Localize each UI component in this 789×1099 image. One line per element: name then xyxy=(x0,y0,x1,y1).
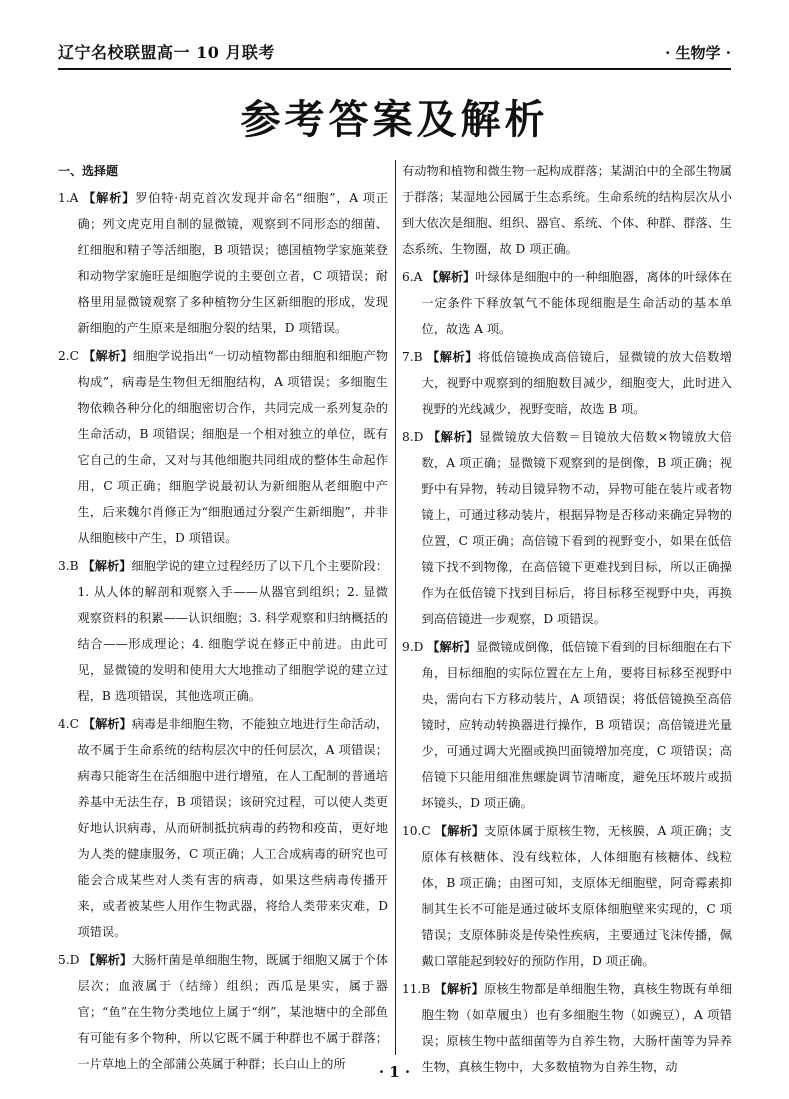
analysis-text: 细胞学说的建立过程经历了以下几个主要阶段：1. 从人体的解剖和观察入手——从器官到组织；2. 显微观察资料的积累——认识细胞；3. 科学观察和归纳概括的结合——形成理论；4. 细胞学说在修正中前进。由此可见，显微镜的发明和使用大大地推动了细胞学说的建立过程，B 选项错误，其他选项正确。 xyxy=(77,559,389,703)
answer-letter: D xyxy=(413,430,424,444)
answer-letter: A xyxy=(69,191,79,205)
answer-item xyxy=(402,344,732,422)
header-subject: · 生物学 · xyxy=(665,44,731,62)
answer-item xyxy=(58,553,388,709)
column-divider xyxy=(395,160,396,1055)
right-column xyxy=(402,158,732,1082)
answer-letter: C xyxy=(69,717,79,731)
answer-letter: B xyxy=(421,982,431,996)
analysis-text: 细胞学说指出“一切动植物都由细胞和细胞产物构成”，病毒是生物但无细胞结构，A 项错误；多细胞生物依赖各种分化的细胞密切合作，共同完成一系列复杂的生命活动，B 项错误；细胞是一个相对独立的单位，既有它自己的生命，又对与其他细胞共同组成的整体生命起作用，C 项正确；细胞学说最初认为新细胞从老细胞中产生，后来魏尔肖修正为“细胞通过分裂产生新细胞”，并非从细胞核中产生，D 项错误。 xyxy=(77,349,389,545)
answer-item xyxy=(402,424,732,632)
analysis-text: 原核生物都是单细胞生物，真核生物既有单细胞生物（如草履虫）也有多细胞生物（如豌豆），A 项错误；原核生物中蓝细菌等为自养生物，大肠杆菌等为异养生物，真核生物中，大多数植物为自养生物，动 xyxy=(421,982,733,1074)
analysis-tag: 【解析】 xyxy=(82,559,132,573)
analysis-text: 大肠杆菌是单细胞生物，既属于细胞又属于个体层次；血液属于（结缔）组织；西瓜是果实，属于器官；“鱼”在生物分类地位上属于“纲”，某池塘中的全部鱼有可能有多个物种，所以它既不属于种群也不属于群落；一片草地上的全部蒲公英属于种群；长白山上的所 xyxy=(77,953,389,1071)
analysis-text: 支原体属于原核生物，无核膜，A 项正确；支原体有核糖体、没有线粒体，人体细胞有核糖体、线粒体，B 项正确；由图可知，支原体无细胞壁，阿奇霉素抑制其生长不可能是通过破坏支原体细胞壁来实现的，C 项错误；支原体肺炎是传染性疾病，主要通过飞沫传播，佩戴口罩能起到较好的预防作用，D 项正确。 xyxy=(421,824,732,968)
page-header xyxy=(58,38,731,70)
question-number: 11. xyxy=(402,982,422,996)
analysis-tag: 【解析】 xyxy=(83,953,133,967)
answer-item xyxy=(58,947,388,1077)
analysis-tag: 【解析】 xyxy=(427,640,477,654)
left-column xyxy=(58,158,388,1079)
page-number: · 1 · xyxy=(378,1063,411,1081)
analysis-tag: 【解析】 xyxy=(434,824,485,838)
question-number: 8. xyxy=(402,430,414,444)
question-number: 5. xyxy=(58,953,70,967)
analysis-text: 病毒是非细胞生物，不能独立地进行生命活动，故不属于生命系统的结构层次中的任何层次，A 项错误；病毒只能寄生在活细胞中进行增殖，在人工配制的普通培养基中无法生存，B 项错误；该研究过程，可以使人类更好地认识病毒，从而研制抵抗病毒的药物和疫苗，更好地为人类的健康服务，C 项正确；人工合成病毒的研究也可能会合成某些对人类有害的病毒，如果这些病毒传播开来，或者被某些人用作生物武器，将给人类带来灾难，D 项错误。 xyxy=(77,717,389,939)
analysis-tag: 【解析】 xyxy=(427,350,478,364)
answer-letter: D xyxy=(69,953,80,967)
analysis-tag: 【解析】 xyxy=(83,191,136,205)
analysis-tag: 【解析】 xyxy=(434,982,485,996)
answer-letter: C xyxy=(421,824,431,838)
answer-letter: A xyxy=(413,270,423,284)
analysis-tag: 【解析】 xyxy=(83,349,133,363)
answer-item xyxy=(58,185,388,341)
page-title: 参考答案及解析 xyxy=(240,97,549,143)
question-number: 10. xyxy=(402,824,422,838)
answer-letter: B xyxy=(69,559,79,573)
question-number: 9. xyxy=(402,640,414,654)
header-exam-name: 辽宁名校联盟高一 10 月联考 xyxy=(58,43,275,62)
answer-item xyxy=(402,158,732,262)
analysis-text: 罗伯特·胡克首次发现并命名“细胞”，A 项正确；列文虎克用自制的显微镜，观察到不同形态的细菌、红细胞和精子等活细胞，B 项错误；德国植物学家施莱登和动物学家施旺是细胞学说的主要创立者，C 项错误；耐格里用显微镜观察了多种植物分生区新细胞的形成，发现新细胞的产生原来是细胞分裂的结果，D 项错误。 xyxy=(77,191,389,335)
analysis-text: 将低倍镜换成高倍镜后，显微镜的放大倍数增大，视野中观察到的细胞数目减少，细胞变大，此时进入视野的光线减少，视野变暗，故选 B 项。 xyxy=(421,350,733,416)
analysis-text: 叶绿体是细胞中的一种细胞器，离体的叶绿体在一定条件下释放氧气不能体现细胞是生命活动的基本单位，故选 A 项。 xyxy=(421,270,733,336)
question-number: 4. xyxy=(58,717,70,731)
question-number: 1. xyxy=(58,191,70,205)
answer-item xyxy=(402,634,732,816)
section-heading: 一、选择题 xyxy=(58,164,119,178)
question-number: 3. xyxy=(58,559,70,573)
analysis-text: 显微镜放大倍数＝目镜放大倍数×物镜放大倍数，A 项正确；显微镜下观察到的是倒像，B 项正确；视野中有异物，转动目镜异物不动，异物可能在装片或者物镜上，可通过移动装片，根据异物是否移动来确定异物的位置，C 项正确；高倍镜下看到的视野变小，如果在低倍镜下找不到物像，在高倍镜下更难找到目标，所以正确操作为在低倍镜下找到目标后，将目标移至视野中央，再换到高倍镜进一步观察，D 项错误。 xyxy=(421,430,733,626)
question-number: 6. xyxy=(402,270,414,284)
question-number: 2. xyxy=(58,349,70,363)
analysis-tag: 【解析】 xyxy=(426,270,476,284)
answer-letter: D xyxy=(413,640,424,654)
answer-letter: B xyxy=(413,350,423,364)
analysis-tag: 【解析】 xyxy=(82,717,132,731)
analysis-tag: 【解析】 xyxy=(427,430,480,444)
answer-item xyxy=(58,711,388,945)
answer-item xyxy=(402,264,732,342)
answer-item xyxy=(402,818,732,974)
analysis-text: 有动物和植物和微生物一起构成群落；某湖泊中的全部生物属于群落；某湿地公园属于生态系统。生命系统的结构层次从小到大依次是细胞、组织、器官、系统、个体、种群、群落、生态系统、生物圈，故 D 项正确。 xyxy=(402,164,732,256)
analysis-text: 显微镜成倒像，低倍镜下看到的目标细胞在右下角，目标细胞的实际位置在左上角，要将目标移至视野中央，需向右下方移动装片，A 项错误；将低倍镜换至高倍镜时，应转动转换器进行操作，B 项错误；高倍镜进光量少，可通过调大光圈或换凹面镜增加亮度，C 项错误；高倍镜下只能用细准焦螺旋调节清晰度，避免压坏玻片或损坏镜头，D 项正确。 xyxy=(421,640,733,810)
answer-letter: C xyxy=(69,349,79,363)
question-number: 7. xyxy=(402,350,414,364)
answer-item xyxy=(58,343,388,551)
